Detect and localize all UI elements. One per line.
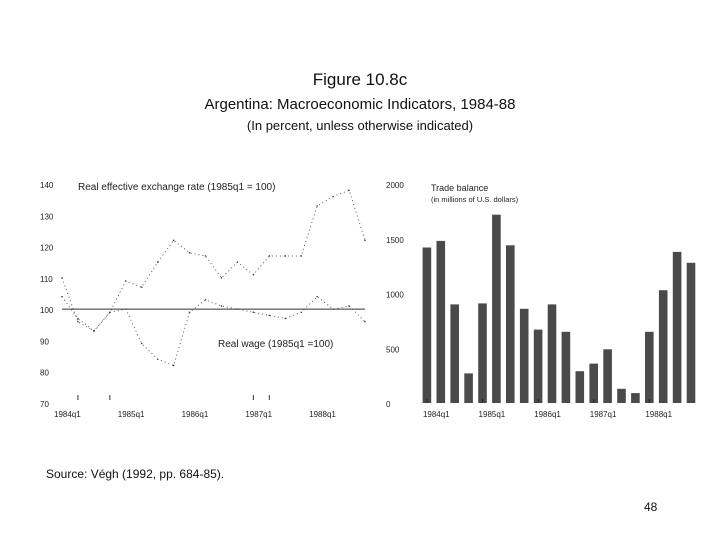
y-tick-label: 90 <box>40 337 49 347</box>
bar-1987q3 <box>617 389 626 403</box>
x-tick-label: 1985q1 <box>117 410 145 419</box>
bar-1988q1 <box>645 332 654 403</box>
data-point <box>221 277 223 279</box>
data-point <box>253 311 255 313</box>
data-point <box>253 274 255 276</box>
data-point <box>77 321 79 323</box>
data-point <box>205 299 207 301</box>
bar-1986q3 <box>562 332 571 403</box>
data-point <box>300 255 302 257</box>
data-point <box>93 330 95 332</box>
data-point <box>269 315 271 317</box>
data-point <box>61 296 63 298</box>
trade-balance-bar-chart <box>380 170 710 430</box>
bar-1987q4 <box>631 393 640 403</box>
bar-1985q1 <box>478 303 487 403</box>
bar-1988q3 <box>673 252 682 403</box>
bar-chart-title: Trade balance <box>431 183 489 193</box>
data-point <box>189 311 191 313</box>
units-note: (In percent, unless otherwise indicated) <box>246 118 474 133</box>
y-tick-label: 500 <box>386 345 400 355</box>
data-point <box>364 321 366 323</box>
bar-chart-subtitle: (in millions of U.S. dollars) <box>431 195 519 204</box>
y-tick-label: 1000 <box>386 290 404 300</box>
data-point <box>237 308 239 310</box>
data-point <box>284 255 286 257</box>
bar-1984q4 <box>464 373 473 403</box>
data-point <box>125 308 127 310</box>
page-number: 48 <box>644 500 658 514</box>
x-tick-label: 1986q1 <box>181 410 209 419</box>
data-point <box>269 255 271 257</box>
x-tick-label: 1984q1 <box>422 410 450 419</box>
bar-1985q3 <box>506 245 515 403</box>
series-label-real-wage: Real wage (1985q1 =100) <box>218 339 334 350</box>
data-point <box>221 305 223 307</box>
source-note: Source: Végh (1992, pp. 684-85). <box>46 467 225 481</box>
series-line-1 <box>62 297 365 366</box>
data-point <box>157 358 159 360</box>
data-point <box>109 311 111 313</box>
bar-1988q4 <box>687 263 696 403</box>
y-tick-label: 130 <box>40 212 54 222</box>
bar-1984q3 <box>450 304 459 403</box>
x-tick-label: 1985q1 <box>478 410 506 419</box>
y-tick-label: 70 <box>40 400 49 409</box>
figure-subtitle: Argentina: Macroeconomic Indicators, 1984-88 <box>204 96 516 113</box>
data-point <box>284 318 286 320</box>
x-tick-label: 1987q1 <box>589 410 617 419</box>
y-tick-label: 110 <box>40 274 53 284</box>
line-chart <box>0 170 380 430</box>
data-point <box>141 343 143 345</box>
data-point <box>77 318 79 320</box>
x-tick-label: 1984q1 <box>54 410 81 419</box>
x-tick-label: 1987q1 <box>245 410 273 419</box>
data-point <box>173 365 175 367</box>
bar-1986q1 <box>534 330 543 403</box>
y-tick-label: 100 <box>40 306 54 316</box>
data-point <box>141 286 143 288</box>
data-point <box>364 240 366 242</box>
y-tick-label: 0 <box>386 400 391 409</box>
data-point <box>205 255 207 257</box>
bar-1985q2 <box>492 215 501 403</box>
series-line-0 <box>62 190 365 331</box>
data-point <box>348 189 350 191</box>
bar-1988q2 <box>659 290 668 403</box>
y-tick-label: 1500 <box>386 235 404 245</box>
data-point <box>300 311 302 313</box>
data-point <box>332 196 334 198</box>
y-tick-label: 140 <box>40 181 54 190</box>
y-tick-label: 2000 <box>386 181 404 190</box>
bar-1987q1 <box>589 364 598 403</box>
data-point <box>125 280 127 282</box>
bar-1985q4 <box>520 309 529 403</box>
data-point <box>157 261 159 263</box>
x-tick-label: 1986q1 <box>534 410 561 419</box>
data-point <box>332 308 334 310</box>
y-tick-label: 120 <box>40 243 54 253</box>
bar-1986q2 <box>548 304 557 403</box>
data-point <box>237 261 239 263</box>
data-point <box>316 205 318 207</box>
x-tick-label: 1988q1 <box>309 410 336 419</box>
data-point <box>189 252 191 254</box>
x-tick-label: 1988q1 <box>645 410 673 419</box>
bar-1984q1 <box>423 248 432 404</box>
data-point <box>316 296 318 298</box>
data-point <box>348 305 350 307</box>
figure-title: Figure 10.8c <box>312 70 408 89</box>
data-point <box>173 240 175 242</box>
data-point <box>61 277 63 279</box>
bar-1987q2 <box>603 349 612 403</box>
series-label-exchange-rate: Real effective exchange rate (1985q1 = 100) <box>78 182 276 193</box>
bar-1984q2 <box>437 241 446 403</box>
y-tick-label: 80 <box>40 368 49 378</box>
bar-1986q4 <box>576 371 585 403</box>
